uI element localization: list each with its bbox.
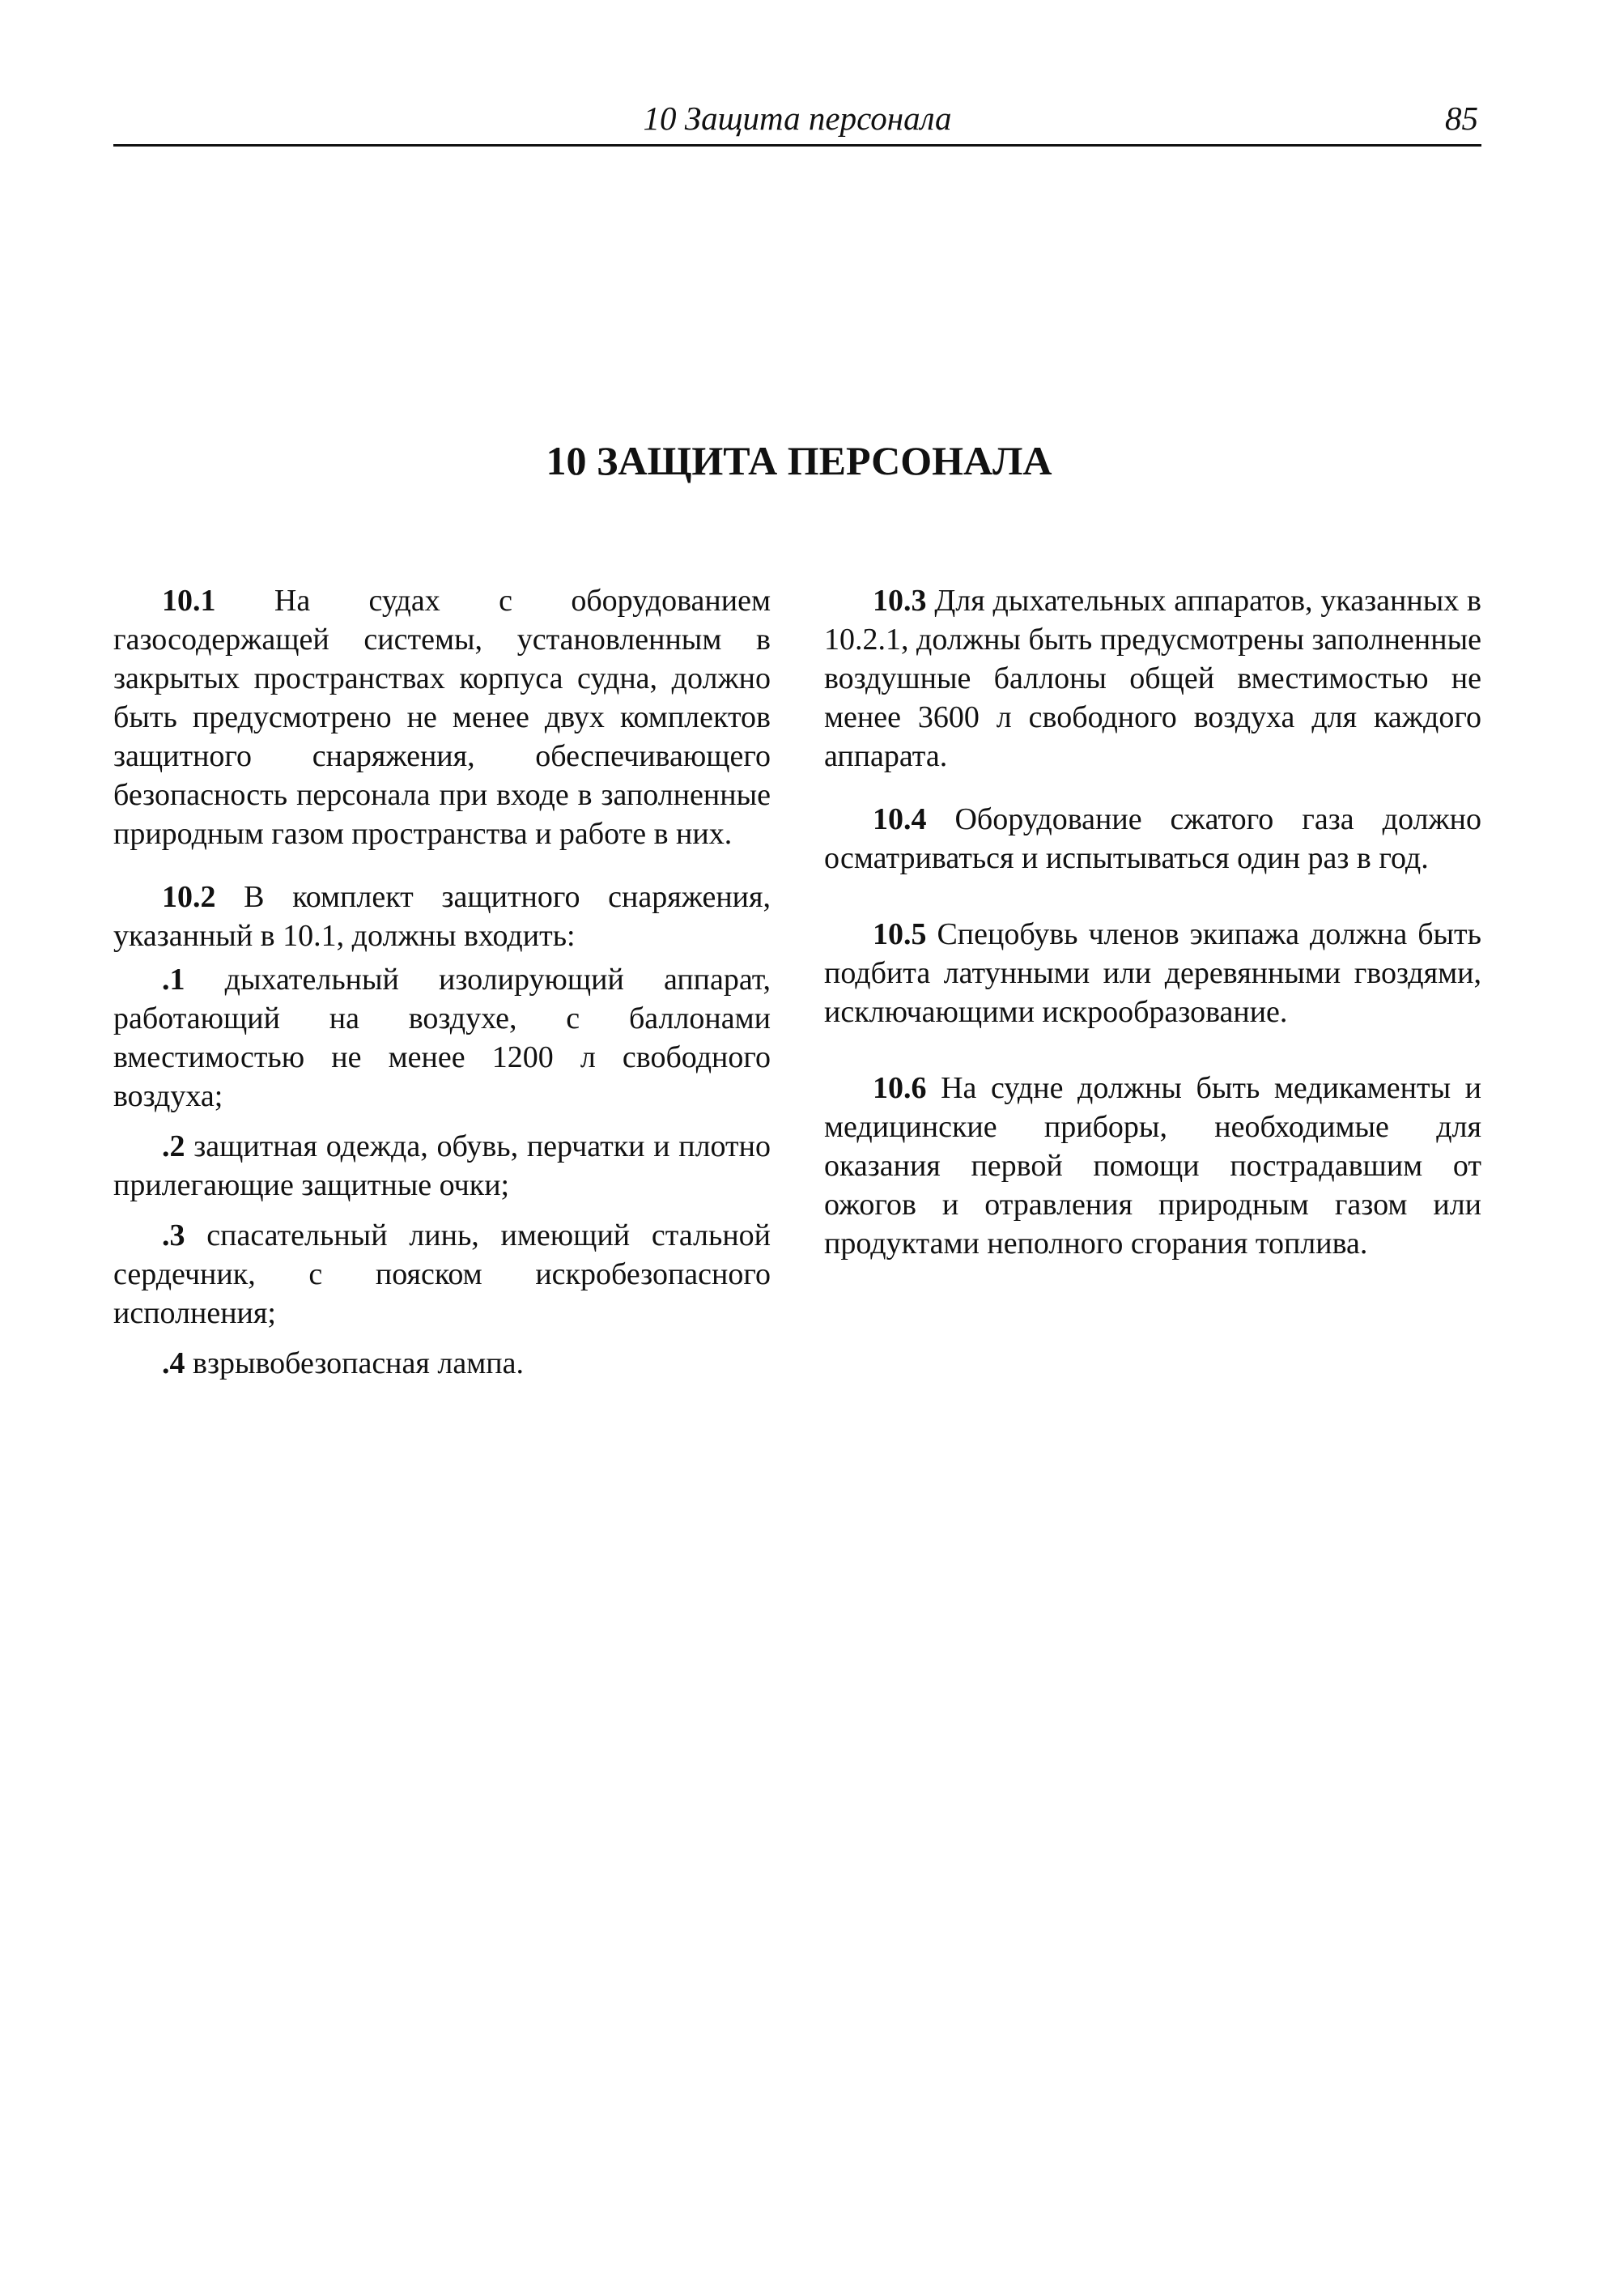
section-text: Спецобувь членов экипажа должна быть подбита латунными или деревянными гвоздями, исключающими искрообразование.	[824, 917, 1481, 1029]
list-item	[113, 960, 771, 1116]
section-10-3	[824, 581, 1481, 776]
item-text: спасательный линь, имеющий стальной сердечник, с пояском искробезопасного исполнения;	[113, 1218, 771, 1330]
chapter-title: 10 ЗАЩИТА ПЕРСОНАЛА	[546, 437, 1052, 483]
section-text: На судах с оборудованием газосодержащей системы, установленным в закрытых пространствах корпуса судна, должно быть предусмотрено не менее двух комплектов защитного снаряжения, обеспечивающего безопасность персонала при входе в заполненные природным газом пространства и работе в них.	[113, 584, 771, 851]
right-column	[824, 581, 1481, 1287]
section-text: В комплект защитного снаряжения, указанный в 10.1, должны входить:	[113, 880, 771, 953]
section-number: 10.4	[873, 802, 927, 836]
section-number: 10.3	[873, 584, 927, 618]
list-item	[113, 1127, 771, 1205]
header-title: 10 Защита персонала	[643, 100, 952, 137]
item-number: .3	[162, 1218, 185, 1252]
section-text: Для дыхательных аппаратов, указанных в 10.2.1, должны быть предусмотрены заполненные воздушные баллоны общей вместимостью не менее 3600 л свободного воздуха для каждого аппарата.	[824, 584, 1481, 773]
running-header	[113, 96, 1481, 147]
section-10-5	[824, 915, 1481, 1031]
page-number: 85	[1445, 100, 1478, 137]
item-text: защитная одежда, обувь, перчатки и плотно прилегающие защитные очки;	[113, 1129, 771, 1202]
item-text: взрывобезопасная лампа.	[185, 1346, 524, 1380]
item-number: .2	[162, 1129, 185, 1163]
item-number: .1	[162, 963, 185, 997]
section-lead	[113, 878, 771, 955]
section-number: 10.1	[162, 584, 216, 618]
section-10-1	[113, 581, 771, 853]
section-10-4	[824, 800, 1481, 878]
item-number: .4	[162, 1346, 185, 1380]
list-item	[113, 1216, 771, 1333]
section-10-6	[824, 1069, 1481, 1263]
section-10-2	[113, 878, 771, 1383]
section-text: Оборудование сжатого газа должно осматриваться и испытываться один раз в год.	[824, 802, 1481, 875]
left-column	[113, 581, 771, 1383]
list-item	[113, 1344, 771, 1383]
section-number: 10.5	[873, 917, 927, 951]
section-number: 10.6	[873, 1071, 927, 1105]
section-text: На судне должны быть медикаменты и медицинские приборы, необходимые для оказания первой помощи пострадавшим от ожогов и отравления природным газом или продуктами неполного сгорания топлива.	[824, 1071, 1481, 1261]
item-text: дыхательный изолирующий аппарат, работающий на воздухе, с баллонами вместимостью не менее 1200 л свободного воздуха;	[113, 963, 771, 1113]
section-number: 10.2	[162, 880, 216, 914]
